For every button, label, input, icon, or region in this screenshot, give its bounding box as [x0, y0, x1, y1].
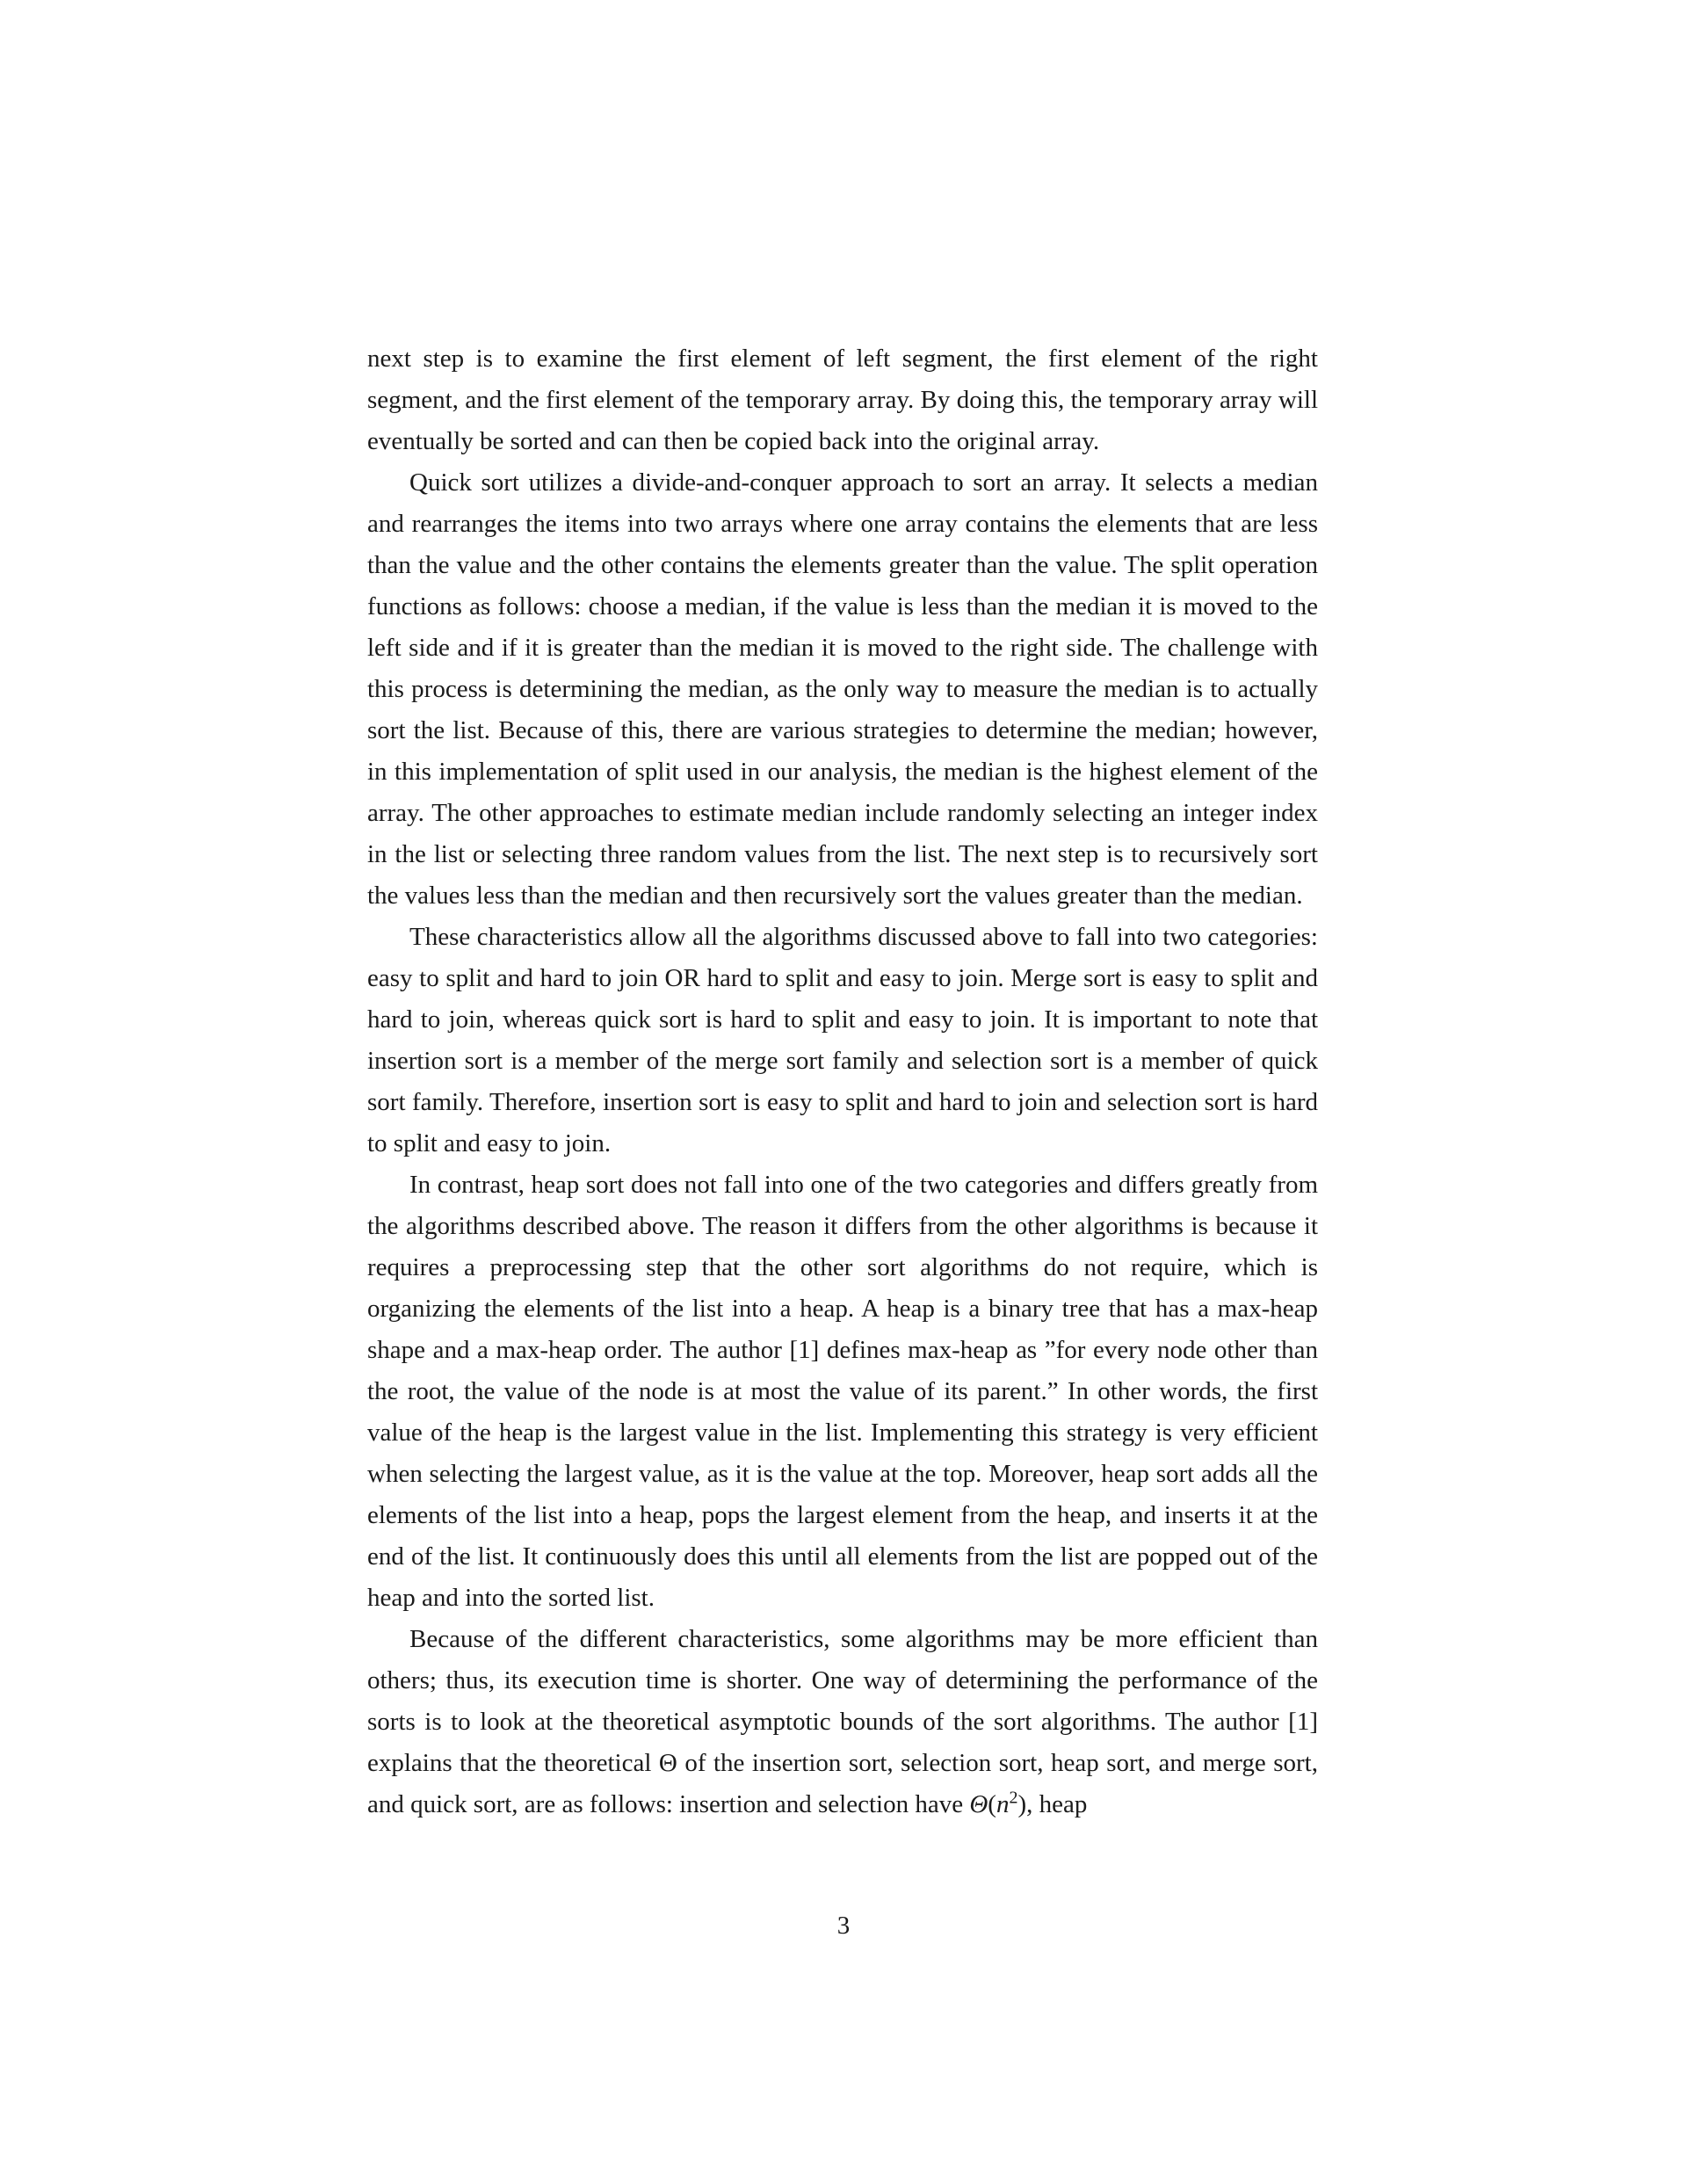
paragraph-quick-sort: Quick sort utilizes a divide-and-conquer approach to sort an array. It selects a median and rearranges the items into two arrays where one array contains the elements that are less than the value and the other contains the elements greater than the value. The split operation functions as follows: choose a median, if the value is less than the median it is moved to the left side and if it is greater than the median it is moved to the right side. The challenge with this process is determining the median, as the only way to measure the median is to actually sort the list. Because of this, there are various strategies to determine the median; however, in this implementation of split used in our analysis, the median is the highest element of the array. The other approaches to estimate median include randomly selecting an integer index in the list or selecting three random values from the list. The next step is to recursively sort the values less than the median and then recursively sort the values greater than the median.: [367, 468, 1318, 910]
paragraph-merge-sort-continuation: next step is to examine the first element of left segment, the first element of the right segment, and the first element of the temporary array. By doing this, the temporary array will eventually be sorted and can then be copied back into the original array.: [367, 345, 1318, 455]
math-variable-n: n: [996, 1790, 1010, 1818]
math-exponent: 2: [1009, 1788, 1018, 1808]
theta-symbol: Θ: [969, 1790, 988, 1818]
paragraph-sort-categories: These characteristics allow all the algorithms discussed above to fall into two categories: easy to split and hard to join OR hard to split and easy to join. Merge sort is easy to split and hard to join, whereas quick sort is hard to split and easy to join. It is important to note that insertion sort is a member of the merge sort family and selection sort is a member of quick sort family. Therefore, insertion sort is easy to split and hard to join and selection sort is hard to split and easy to join.: [367, 923, 1318, 1157]
math-paren-open: (: [988, 1790, 996, 1818]
paragraph-asymptotic-bounds-text: Because of the different characteristics, some algorithms may be more efficient than others; thus, its execution time is shorter. One way of determining the performance of the sorts is to look at the theoretical asymptotic bounds of the sort algorithms. The author [1] explains that the theoretical Θ of the insertion sort, selection sort, heap sort, and merge sort, and quick sort, are as follows: insertion and selection have: [367, 1625, 1318, 1818]
page-number: 3: [836, 1912, 851, 1940]
paragraph-asymptotic-bounds: [367, 1619, 1318, 1825]
paragraph-asymptotic-bounds-tail: , heap: [1026, 1790, 1088, 1818]
paragraph-heap-sort: In contrast, heap sort does not fall into one of the two categories and differs greatly from the algorithms described above. The reason it differs from the other algorithms is because it requires a preprocessing step that the other sort algorithms do not require, which is organizing the elements of the list into a heap. A heap is a binary tree that has a max-heap shape and a max-heap order. The author [1] defines max-heap as ”for every node other than the root, the value of the node is at most the value of its parent.” In other words, the first value of the heap is the largest value in the list. Implementing this strategy is very efficient when selecting the largest value, as it is the value at the top. Moreover, heap sort adds all the elements of the list into a heap, pops the largest element from the heap, and inserts it at the end of the list. It continuously does this until all elements from the list are popped out of the heap and into the sorted list.: [367, 1171, 1318, 1612]
body-text: [367, 338, 1318, 1825]
math-paren-close: ): [1017, 1790, 1027, 1818]
